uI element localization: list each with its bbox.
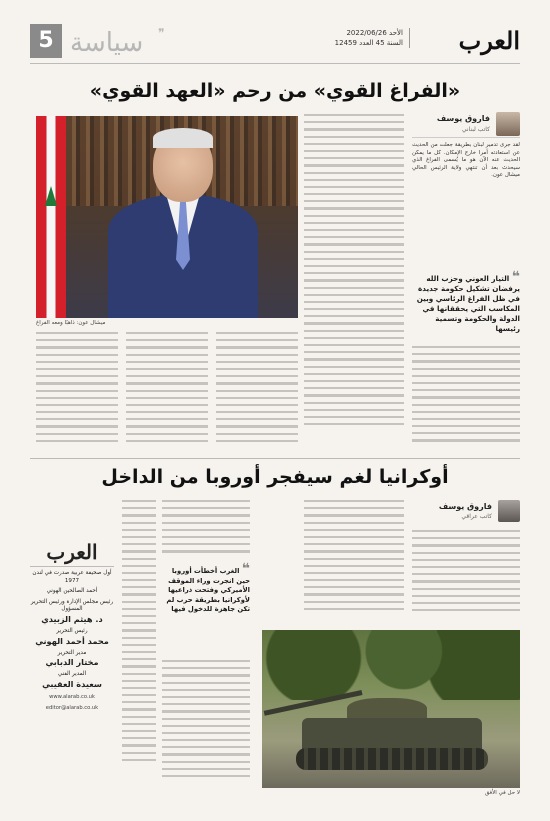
article2-pull-quote: ❝ الغرب أخطأت أوروبا حين انجرت وراء الموقف الأميركي وفتحت ذراعيها لأوكرانيا بطريقة حرب لم تكن جاهزة للدخول فيها [166, 561, 250, 614]
article2-body-col3-bottom [162, 660, 250, 790]
article2-body-col2 [304, 500, 404, 624]
president-photo [36, 116, 298, 318]
author-role: كاتب لبناني [461, 126, 490, 133]
quote-icon: ❝ [241, 561, 250, 577]
article2-author [412, 500, 520, 524]
masthead-chairman-name: د. هيثم الزبيدي [41, 613, 103, 624]
article2-photo-caption: لا حل في الأفق [484, 790, 520, 796]
masthead-managing-title: مدير التحرير [57, 649, 87, 656]
page-header [30, 22, 520, 64]
lebanon-flag [36, 116, 66, 318]
section-title: سياسة [70, 28, 144, 58]
masthead-founder: أحمد الصالحين الهوني [46, 588, 98, 595]
masthead-logo: العرب [30, 540, 114, 567]
quote-icon: ❝ [511, 269, 520, 285]
author-name: فاروق يوسف [436, 114, 490, 123]
article2-body-col1 [412, 530, 520, 624]
author-role: كاتب عراقي [461, 513, 492, 520]
article2-body-col3-top [162, 500, 250, 560]
article1-body-col2 [304, 114, 404, 454]
article2-headline: أوكرانيا لغم سيفجر أوروبا من الداخل [101, 466, 449, 488]
author-name: فاروق يوسف [438, 502, 492, 511]
page-number: 5 [30, 24, 62, 58]
article1-pull-quote: ❝ التيار العوني وحزب الله يرفضان تشكيل حكومة جديدة في ظل الفراغ الرئاسي وبين المكاسب التي يحققانها في الدولة والحكومة وتسمية رئيسها [416, 269, 520, 333]
article1-author [412, 112, 520, 138]
author-avatar [496, 112, 520, 136]
article1-body-col1 [412, 346, 520, 454]
masthead-art-name: سعيدة العقيبي [42, 678, 102, 689]
section-quote-icon: ❞ [158, 26, 165, 40]
article1-intro: لقد جرى تدمير لبنان بطريقة جعلت من الحديث عن استعادته أمرا خارج الإمكان. كل ما يمكن الحديث عنه الآن هو ما يُسمى الفراغ الذي سيحدث بعد أن تنتهي ولاية الرئيس الحالي ميشال عون. [412, 142, 520, 179]
masthead-chairman-title: رئيس مجلس الإدارة ورئيس التحرير المسؤول [30, 598, 114, 613]
masthead-editor-name: محمد أحمد الهوني [35, 635, 109, 646]
masthead-email[interactable]: editor@alarab.co.uk [45, 704, 99, 711]
masthead-editor-title: رئيس التحرير [56, 627, 88, 634]
issue-info [335, 28, 410, 48]
issue-date: الأحد 2022/06/26 [346, 29, 403, 37]
masthead-web[interactable]: www.alarab.co.uk [49, 693, 95, 700]
article1-body-col5 [216, 332, 298, 454]
article1-body-col3 [36, 332, 118, 454]
masthead-founded: أول صحيفة عربية صدرت في لندن 1977 [32, 570, 112, 584]
article1-headline: «الفراغ القوي» من رحم «العهد القوي» [89, 80, 461, 102]
masthead-managing-name: مختار الدبابي [45, 657, 99, 668]
cedar-icon [45, 186, 57, 206]
newspaper-logo: العرب [458, 26, 520, 55]
article1-body-col4 [126, 332, 208, 454]
tank-photo [262, 630, 520, 788]
portrait-figure [108, 130, 258, 318]
masthead-art-title: المدير الفني [57, 671, 87, 678]
section-divider [30, 458, 520, 459]
article2-body-col4 [122, 500, 156, 790]
issue-number: السنة 45 العدد 12459 [334, 39, 403, 47]
masthead-box [30, 540, 114, 790]
article1-photo-caption: ميشال عون: ذاهبًا ومعه الفراغ [36, 320, 106, 326]
author-avatar [498, 500, 520, 522]
